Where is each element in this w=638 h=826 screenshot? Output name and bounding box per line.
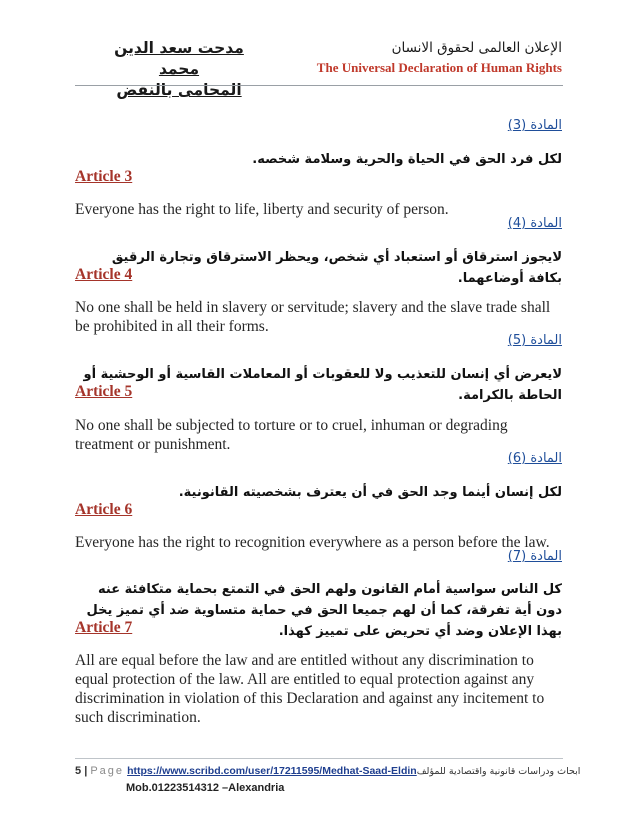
- article-5-heading: Article 5: [75, 383, 133, 400]
- author-profile-link[interactable]: https://www.scribd.com/user/17211595/Medhat-Saad-Eldin: [127, 765, 417, 777]
- author-name: مدحت سعد الدين محمد: [114, 39, 244, 78]
- article-5-text-arabic: لايعرض أي إنسان للتعذيب ولا للعقوبات أو المعاملات القاسية أو الوحشية أو الحاطة بالكرامة.: [83, 367, 562, 403]
- document-title-english: The Universal Declaration of Human Rights: [316, 60, 562, 75]
- article-3-heading: Article 3: [75, 168, 133, 185]
- footer-mobile: Mob.01223514312 –Alexandria: [126, 782, 285, 794]
- document-title-block: [317, 38, 562, 78]
- article-4-text-english: No one shall be held in slavery or servitude; slavery and the slave trade shall be prohibited in all their forms.: [75, 299, 551, 335]
- article-6-text-arabic: لكل إنسان أينما وجد الحق في أن يعترف بشخصيته القانونية.: [178, 485, 562, 500]
- article-6-heading: Article 6: [75, 501, 133, 518]
- article-7-heading: Article 7: [75, 619, 133, 636]
- footer-divider: [75, 758, 563, 759]
- article-3-label-arabic: المادة (3): [507, 118, 562, 133]
- page-separator: |: [84, 765, 88, 777]
- article-4-heading: Article 4: [75, 266, 133, 283]
- article-7-text-arabic: كل الناس سواسية أمام القانون ولهم الحق في التمتع بحماية متكافئة عنه دون أية تفرقة، كما أن لهم جميعا الحق في حماية متساوية ضد أي تميز يخل بهذا الإعلان وضد أي تحريض على تمييز كهذا.: [86, 582, 562, 639]
- article-6-label-arabic: المادة (6): [507, 451, 562, 466]
- article-7-label-arabic: المادة (7): [507, 549, 562, 564]
- article-7-text-english: All are equal before the law and are entitled without any discrimination to equal protection of the law. All are entitled to equal protection against any discrimination in violation of this Declaration and against any incitement to such discrimination.: [75, 652, 545, 726]
- article-3-text-arabic: لكل فرد الحق في الحياة والحرية وسلامة شخصه.: [252, 152, 562, 167]
- article-4-label-arabic: المادة (4): [507, 216, 562, 231]
- footer-arabic-note: ابحاث ودراسات قانونية واقتصادية للمؤلف: [416, 766, 581, 777]
- page-number: 5: [75, 765, 82, 777]
- author-title: المحامى بالنقض: [116, 81, 242, 99]
- article-6-text-english: Everyone has the right to recognition everywhere as a person before the law.: [75, 534, 550, 551]
- author-block: [104, 38, 254, 101]
- article-3-text-english: Everyone has the right to life, liberty and security of person.: [75, 201, 449, 218]
- footer-line: [75, 765, 580, 777]
- page-word: Page: [90, 765, 125, 777]
- article-5-label-arabic: المادة (5): [507, 333, 562, 348]
- header-divider: [75, 85, 563, 86]
- document-title-arabic: الإعلان العالمى لحقوق الانسان: [391, 40, 562, 56]
- article-5-text-english: No one shall be subjected to torture or to cruel, inhuman or degrading treatment or punishment.: [75, 417, 508, 453]
- article-4-text-arabic: لايجوز استرقاق أو استعباد أي شخص، ويحظر الاسترقاق وتجارة الرقيق بكافة أوضاعهما.: [111, 250, 562, 286]
